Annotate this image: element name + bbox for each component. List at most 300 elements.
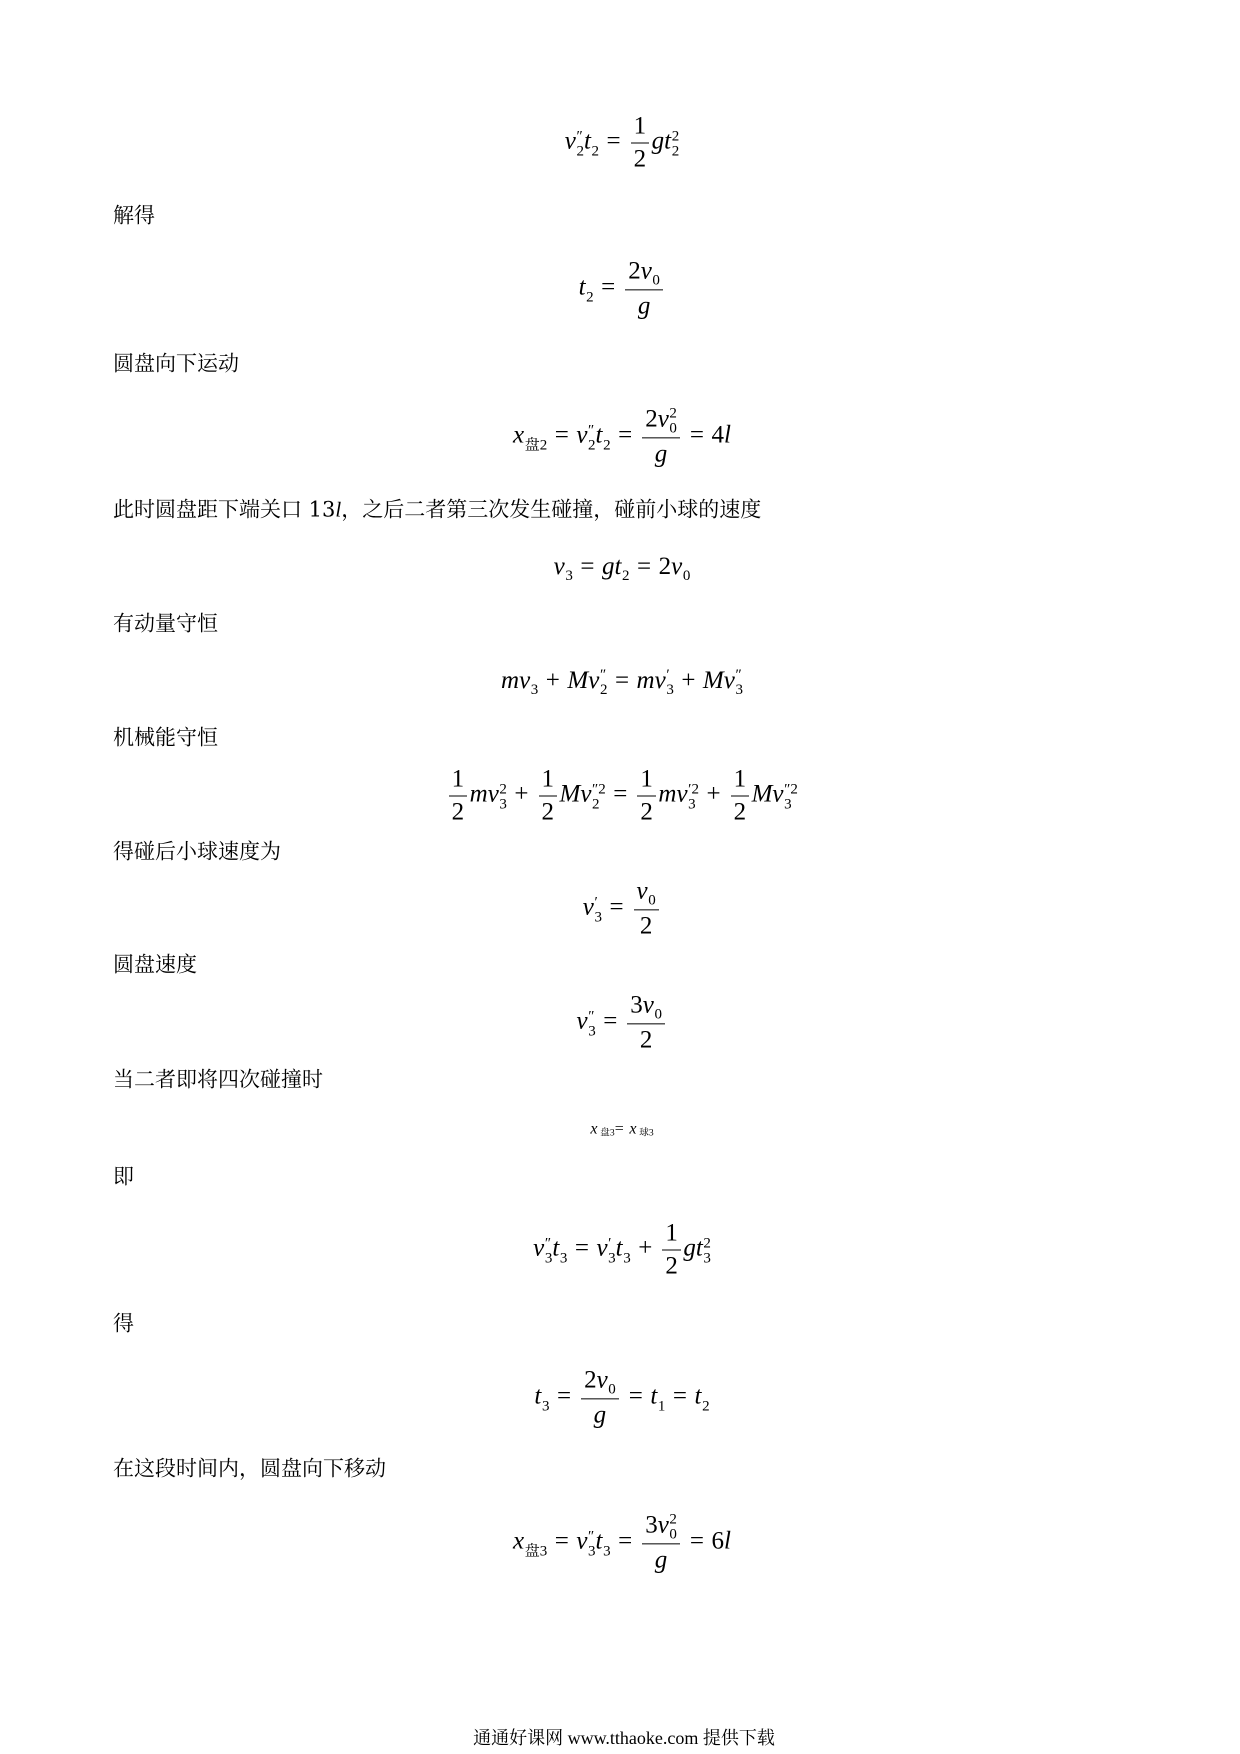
math-variable: m [469,780,488,808]
math-variable: t [578,273,586,301]
math-subscript: 0 [648,892,656,909]
math-superscript: 2 [499,781,507,798]
math-variable: M [567,666,589,694]
math-operator: = [628,1382,643,1410]
math-subscript: 2 [671,143,680,160]
math-variable: x [513,1527,525,1555]
math-number: 2 [639,912,653,940]
math-superscript: 2 [669,405,677,422]
math-variable: v [642,991,654,1019]
math-operator: + [681,666,696,694]
fraction-numerator [642,404,680,438]
equation [0,112,1240,175]
fraction-denominator [637,797,656,828]
math-scripted-symbol [643,990,662,1022]
math-subscript: 3 [623,1250,631,1267]
paragraph-text: 此时圆盘距下端关口 13 [113,497,336,522]
math-scripted-symbol [664,127,679,159]
math-scripts [594,895,602,925]
math-subscript: 2 [576,143,584,160]
math-subscript: 3 [666,682,674,699]
fraction-denominator [662,1251,681,1282]
fraction [662,1219,681,1282]
math-superscript: ″ [544,1235,552,1252]
math-number: 2 [633,145,647,173]
math-operator: = [574,1234,589,1262]
math-scripted-symbol [658,404,677,436]
fraction [642,404,680,469]
math-operator: = [618,421,633,449]
fraction-numerator [642,1510,680,1544]
math-variable: g [593,1401,607,1429]
math-superscript: 2 [703,1235,711,1252]
fraction [731,765,750,828]
math-variable: m [636,666,655,694]
math-variable: v [772,780,784,808]
math-subscript: 0 [652,272,660,289]
fraction-denominator [625,291,663,322]
math-scripted-symbol [724,666,743,698]
math-scripts [603,1544,611,1559]
math-variable: t [614,552,622,580]
math-scripts [525,438,548,453]
math-scripted-symbol [579,273,594,305]
math-scripts [735,668,743,698]
math-operator: = [580,552,595,580]
math-scripts [688,782,699,812]
paragraph [113,497,762,522]
math-scripts [586,290,594,305]
fraction-denominator [642,1545,680,1576]
math-subscript: 2 [702,1398,710,1415]
paragraph: 即 [113,1164,134,1189]
math-variable: l [724,421,731,449]
math-variable: v [657,1511,669,1539]
math-variable: t [650,1382,658,1410]
math-variable: v [533,1234,545,1262]
fraction-denominator [627,1025,665,1056]
math-variable: v [519,666,531,694]
math-number: 2 [658,552,672,580]
math-number: 1 [451,765,465,793]
fraction [581,1365,619,1430]
math-operator: = [554,421,569,449]
math-subscript: 2 [622,568,630,585]
math-subscript: 3 [603,1543,611,1560]
math-variable: v [564,127,576,155]
fraction-numerator [627,990,665,1024]
math-expression [513,1510,731,1575]
math-subscript: 3 [688,796,696,813]
math-subscript: 3 [703,1250,711,1267]
paragraph: 圆盘速度 [113,952,197,977]
math-operator: = [614,666,630,694]
fraction-numerator [449,765,468,797]
math-variable: t [595,1527,603,1555]
math-operator: = [601,273,616,301]
math-scripted-symbol [658,1510,677,1542]
equation [0,552,1240,584]
fraction-denominator [539,797,558,828]
math-scripted-symbol [580,780,605,812]
math-scripts [683,569,691,584]
math-scripts [588,1529,596,1559]
equation [0,1510,1240,1575]
paragraph: 在这段时间内，圆盘向下移动 [113,1456,386,1481]
math-scripts [600,1128,614,1138]
equation [0,256,1240,321]
math-scripted-symbol [614,552,629,584]
math-number: 1 [665,1219,678,1247]
math-scripts [702,1399,710,1414]
math-variable: M [702,666,724,694]
math-number: 2 [733,798,747,826]
math-number: 2 [665,1252,678,1280]
math-scripted-symbol [519,666,538,698]
math-number: 3 [630,991,643,1019]
math-superscript: ′ [608,1235,612,1252]
math-scripted-symbol [552,1234,567,1266]
math-subscript: 2 [592,796,600,813]
math-subscript: 3 [565,568,573,585]
math-scripted-symbol [596,1527,611,1559]
math-number: 2 [541,798,555,826]
paragraph: 机械能守恒 [113,725,218,750]
math-operator: + [514,780,529,808]
math-scripted-symbol [583,893,602,925]
math-scripts [525,1544,548,1559]
math-scripted-symbol [576,1007,595,1039]
math-variable: v [582,893,594,921]
math-scripts [603,438,611,453]
math-subscript: 0 [669,1526,677,1543]
math-operator: = [637,552,652,580]
math-scripted-symbol [576,421,595,453]
equation [0,1365,1240,1430]
math-operator: = [618,1527,633,1555]
math-scripts [784,782,798,812]
math-scripted-symbol [590,1119,614,1138]
math-scripts [703,1236,711,1266]
math-subscript: 盘3 [524,1543,548,1560]
fraction-numerator [634,876,659,910]
math-subscript: 2 [599,682,608,699]
math-scripted-symbol [596,421,611,453]
math-superscript: ″2 [592,781,606,798]
math-scripted-symbol [676,780,698,812]
math-variable: v [657,405,669,433]
fraction-numerator [637,765,656,797]
math-scripts [592,144,600,159]
math-variable: v [588,666,600,694]
math-scripts [666,668,674,698]
fraction [449,765,468,828]
math-subscript: 2 [588,437,596,454]
math-scripts [639,1128,653,1138]
math-scripted-symbol [513,421,547,453]
math-operator: = [556,1382,572,1410]
math-number: 2 [584,1366,597,1394]
math-subscript: 3 [594,909,602,926]
math-superscript: ″ [576,128,583,145]
math-variable: M [751,780,773,808]
math-variable: g [683,1234,696,1262]
math-subscript: 3 [784,796,792,813]
math-subscript: 3 [608,1250,616,1267]
math-expression [583,876,662,941]
math-variable: t [584,127,591,155]
math-scripted-symbol [554,552,573,584]
paragraph-text: ，之后二者第三次发生碰撞，碰前小球的速度 [341,497,762,522]
fraction-denominator [449,797,468,828]
math-operator: = [603,1007,618,1035]
math-variable: v [596,1366,608,1394]
math-subscript: 3 [588,1023,596,1040]
math-operator: = [672,1382,688,1410]
math-variable: v [580,780,592,808]
math-scripts [669,1513,677,1543]
math-variable: v [676,780,688,808]
math-variable: v [636,877,648,905]
math-expression [501,666,743,698]
math-number: 1 [733,765,747,793]
math-subscript: 3 [559,1250,568,1267]
fraction [637,765,656,828]
footer-text: 通通好课网 www.tthaoke.com 提供下载 [473,1728,775,1748]
fraction-numerator [539,765,558,797]
math-operator: = [606,127,621,155]
math-expression [590,1119,653,1138]
math-scripted-symbol [641,256,660,288]
math-scripts [608,1383,616,1398]
math-scripted-symbol [696,1234,711,1266]
math-scripts [499,782,507,812]
math-scripts [560,1251,568,1266]
math-variable: t [615,1234,623,1262]
math-subscript: 3 [530,682,539,699]
math-subscript: 2 [591,143,600,160]
math-variable: t [695,1234,703,1262]
fraction-denominator [731,797,750,828]
math-subscript: 2 [603,437,611,454]
math-operator: = [689,421,705,449]
math-scripted-symbol [588,666,607,698]
fraction [539,765,558,828]
math-number: 6 [711,1527,725,1555]
math-variable: t [534,1382,542,1410]
math-scripts [672,129,680,159]
fraction-denominator [642,439,680,470]
fraction-numerator [731,765,750,797]
math-subscript: 0 [654,1006,662,1023]
math-scripts [600,668,608,698]
math-variable: v [576,421,588,449]
math-scripted-symbol [629,1119,653,1138]
math-scripted-symbol [584,127,599,159]
math-superscript: 2 [669,1511,677,1528]
paragraph: 得碰后小球速度为 [113,839,281,864]
fraction [642,1510,680,1575]
math-variable: g [637,292,651,320]
math-scripted-symbol [533,1234,552,1266]
math-variable: v [640,257,652,285]
math-variable: x [590,1120,598,1138]
math-variable: v [487,780,499,808]
paragraph: 圆盘向下运动 [113,351,239,376]
math-number: 2 [640,798,653,826]
math-variable: t [694,1382,702,1410]
math-superscript: ′2 [688,781,699,798]
math-variable: l [335,497,342,522]
math-scripts [658,1399,666,1414]
math-number: 2 [451,798,465,826]
math-superscript: ″ [599,667,607,684]
math-superscript: ″ [735,667,742,684]
math-variable: t [595,421,603,449]
fraction [631,112,650,175]
math-variable: g [654,440,668,468]
math-scripted-symbol [565,127,584,159]
paragraph: 有动量守恒 [113,611,218,636]
math-expression [513,404,731,469]
fraction-denominator [631,144,650,175]
math-scripts [577,129,585,159]
math-superscript: 2 [671,128,680,145]
math-superscript: ′ [594,894,598,911]
math-scripts [648,894,656,909]
math-scripts [588,423,596,453]
math-variable: v [671,552,683,580]
equation [0,666,1240,698]
paragraph: 得 [113,1311,134,1336]
math-subscript: 0 [608,1381,616,1398]
math-variable: v [596,1234,608,1262]
math-scripted-symbol [513,1527,547,1559]
math-superscript: ″ [588,1008,595,1025]
equation [0,765,1240,828]
math-number: 1 [640,765,653,793]
math-scripts [652,274,660,289]
math-subscript: 0 [682,568,691,585]
math-scripted-symbol [772,780,797,812]
math-scripted-symbol [488,780,507,812]
fraction [627,990,665,1055]
math-scripted-symbol [597,1365,616,1397]
math-scripted-symbol [576,1527,595,1559]
math-subscript: 3 [544,1250,553,1267]
math-superscript: ′ [666,667,670,684]
math-expression [579,256,666,321]
math-expression [576,990,667,1055]
equation [0,1219,1240,1282]
math-variable: x [629,1120,637,1138]
math-variable: v [576,1007,588,1035]
math-number: 2 [645,405,658,433]
math-expression [446,765,798,828]
math-superscript: ″ [588,422,595,439]
math-operator: = [613,780,628,808]
math-scripted-symbol [650,1382,665,1414]
math-scripts [588,1009,596,1039]
math-variable: x [513,421,525,449]
math-operator: + [706,780,721,808]
math-scripted-symbol [534,1382,549,1414]
fraction-numerator [625,256,663,290]
math-number: 2 [639,1026,653,1054]
math-scripts [669,407,677,437]
math-scripts [608,1236,616,1266]
fraction-denominator [581,1400,619,1431]
equation [0,990,1240,1055]
math-subscript: 1 [657,1398,666,1415]
paragraph: 当二者即将四次碰撞时 [113,1067,323,1092]
math-scripts [655,1008,663,1023]
fraction [634,876,659,941]
math-operator: + [545,666,560,694]
math-variable: l [724,1527,731,1555]
math-scripted-symbol [671,552,690,584]
math-superscript: ″2 [784,781,798,798]
math-variable: v [654,666,666,694]
math-operator: = [689,1527,705,1555]
math-scripted-symbol [695,1382,710,1414]
fraction-denominator [634,911,659,942]
math-operator: = [609,893,624,921]
math-scripts [592,782,606,812]
math-scripted-symbol [616,1234,631,1266]
math-number: 1 [633,112,647,140]
math-subscript: 3 [499,796,507,813]
math-variable: t [664,127,672,155]
fraction-numerator [631,112,650,144]
fraction [625,256,663,321]
math-scripted-symbol [596,1234,615,1266]
math-variable: g [601,552,615,580]
math-variable: v [723,666,735,694]
math-operator: = [614,1120,624,1138]
math-operator: + [638,1234,653,1262]
math-number: 1 [541,765,555,793]
math-subscript: 3 [541,1398,550,1415]
paragraph: 解得 [113,203,155,228]
math-expression [554,552,691,584]
math-number: 2 [628,257,641,285]
math-subscript: 0 [669,420,677,437]
math-subscript: 2 [586,289,594,306]
math-variable: M [559,780,581,808]
math-subscript: 3 [735,682,743,699]
math-variable: g [651,127,665,155]
math-variable: t [552,1234,560,1262]
math-scripted-symbol [655,666,674,698]
math-subscript: 盘2 [524,437,548,454]
math-subscript: 3 [588,1543,596,1560]
math-scripts [545,1236,553,1266]
math-variable: g [654,1546,668,1574]
equation [0,404,1240,469]
equation [0,876,1240,941]
fraction-numerator [581,1365,619,1399]
math-operator: = [554,1527,569,1555]
math-subscript: 球3 [639,1127,654,1139]
math-expression [533,1219,711,1282]
math-scripts [622,569,630,584]
math-superscript: ″ [588,1528,595,1545]
math-variable: v [576,1527,588,1555]
equation [0,1119,1240,1138]
math-subscript: 盘3 [600,1127,615,1139]
math-variable: v [553,552,565,580]
